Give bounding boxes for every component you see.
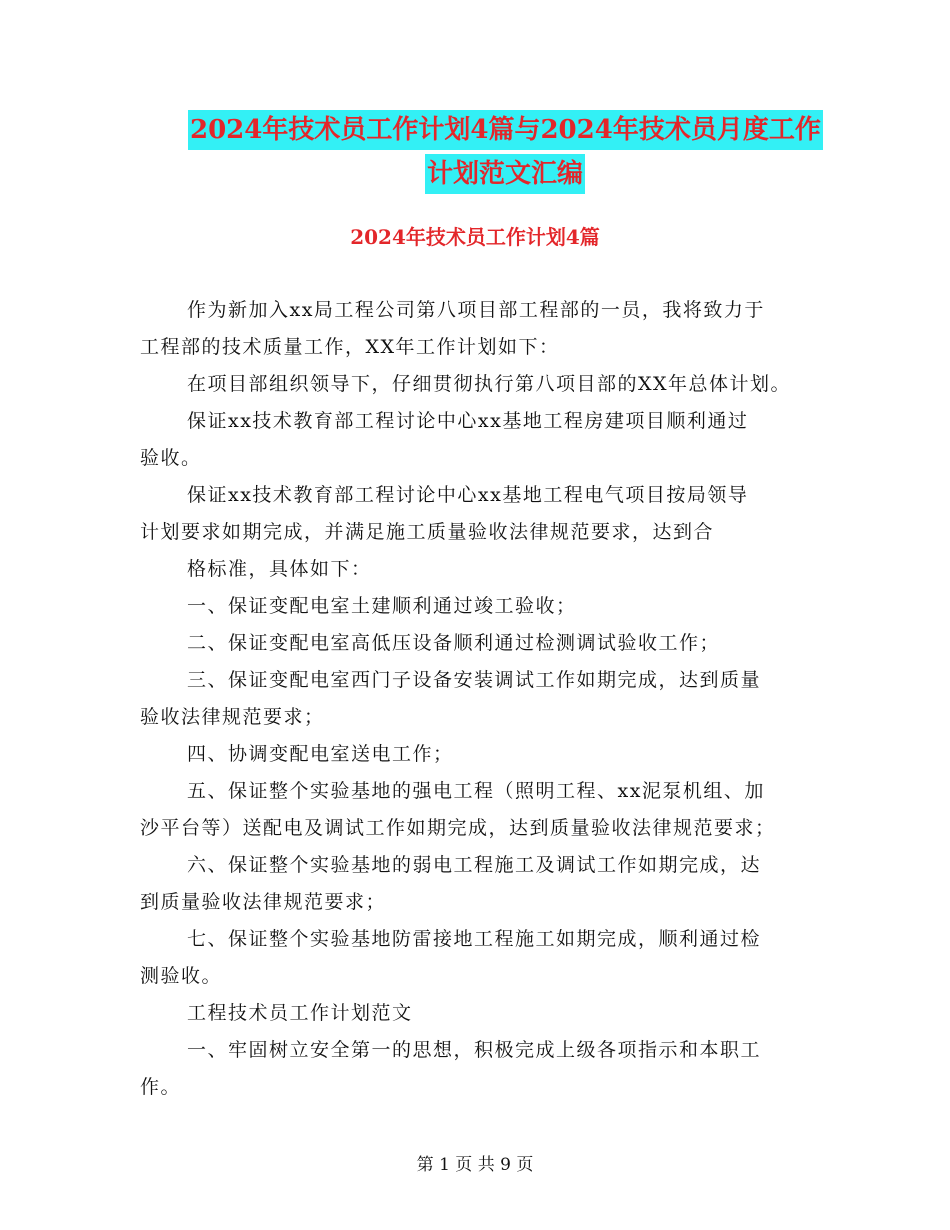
body-line: 作。 xyxy=(140,1076,182,1098)
body-line: 工程技术员工作计划范文 xyxy=(187,1002,413,1024)
body-line: 工程部的技术质量工作，XX年工作计划如下： xyxy=(140,336,560,358)
section-heading: 2024年技术员工作计划4篇 xyxy=(350,225,600,249)
body-line: 计划要求如期完成，并满足施工质量验收法律规范要求，达到合 xyxy=(140,521,715,543)
body-line: 验收。 xyxy=(140,447,202,469)
body-line: 七、保证整个实验基地防雷接地工程施工如期完成，顺利通过检 xyxy=(187,928,762,950)
body-line: 六、保证整个实验基地的弱电工程施工及调试工作如期完成，达 xyxy=(187,854,762,876)
body-line: 五、保证整个实验基地的强电工程（照明工程、xx泥泵机组、加 xyxy=(187,780,765,802)
body-line: 四、协调变配电室送电工作； xyxy=(187,743,454,765)
body-line: 到质量验收法律规范要求； xyxy=(140,891,387,913)
body-line: 二、保证变配电室高低压设备顺利通过检测调试验收工作； xyxy=(187,632,721,654)
title-line-1: 2024年技术员工作计划4篇与2024年技术员月度工作 xyxy=(188,110,823,150)
body-line: 作为新加入xx局工程公司第八项目部工程部的一员，我将致力于 xyxy=(187,299,765,321)
page-number-footer: 第 1 页 共 9 页 xyxy=(416,1155,534,1175)
body-line: 一、保证变配电室土建顺利通过竣工验收； xyxy=(187,595,577,617)
body-line: 测验收。 xyxy=(140,965,223,987)
body-line: 三、保证变配电室西门子设备安装调试工作如期完成，达到质量 xyxy=(187,669,762,691)
body-line: 保证xx技术教育部工程讨论中心xx基地工程房建项目顺利通过 xyxy=(187,410,749,432)
title-line-2: 计划范文汇编 xyxy=(425,154,585,194)
body-line: 一、牢固树立安全第一的思想，积极完成上级各项指示和本职工 xyxy=(187,1039,762,1061)
body-line: 格标准，具体如下： xyxy=(187,558,372,580)
body-line: 保证xx技术教育部工程讨论中心xx基地工程电气项目按局领导 xyxy=(187,484,749,506)
body-line: 沙平台等）送配电及调试工作如期完成，达到质量验收法律规范要求； xyxy=(140,817,776,839)
body-line: 验收法律规范要求； xyxy=(140,706,325,728)
body-line: 在项目部组织领导下，仔细贯彻执行第八项目部的XX年总体计划。 xyxy=(187,373,792,395)
